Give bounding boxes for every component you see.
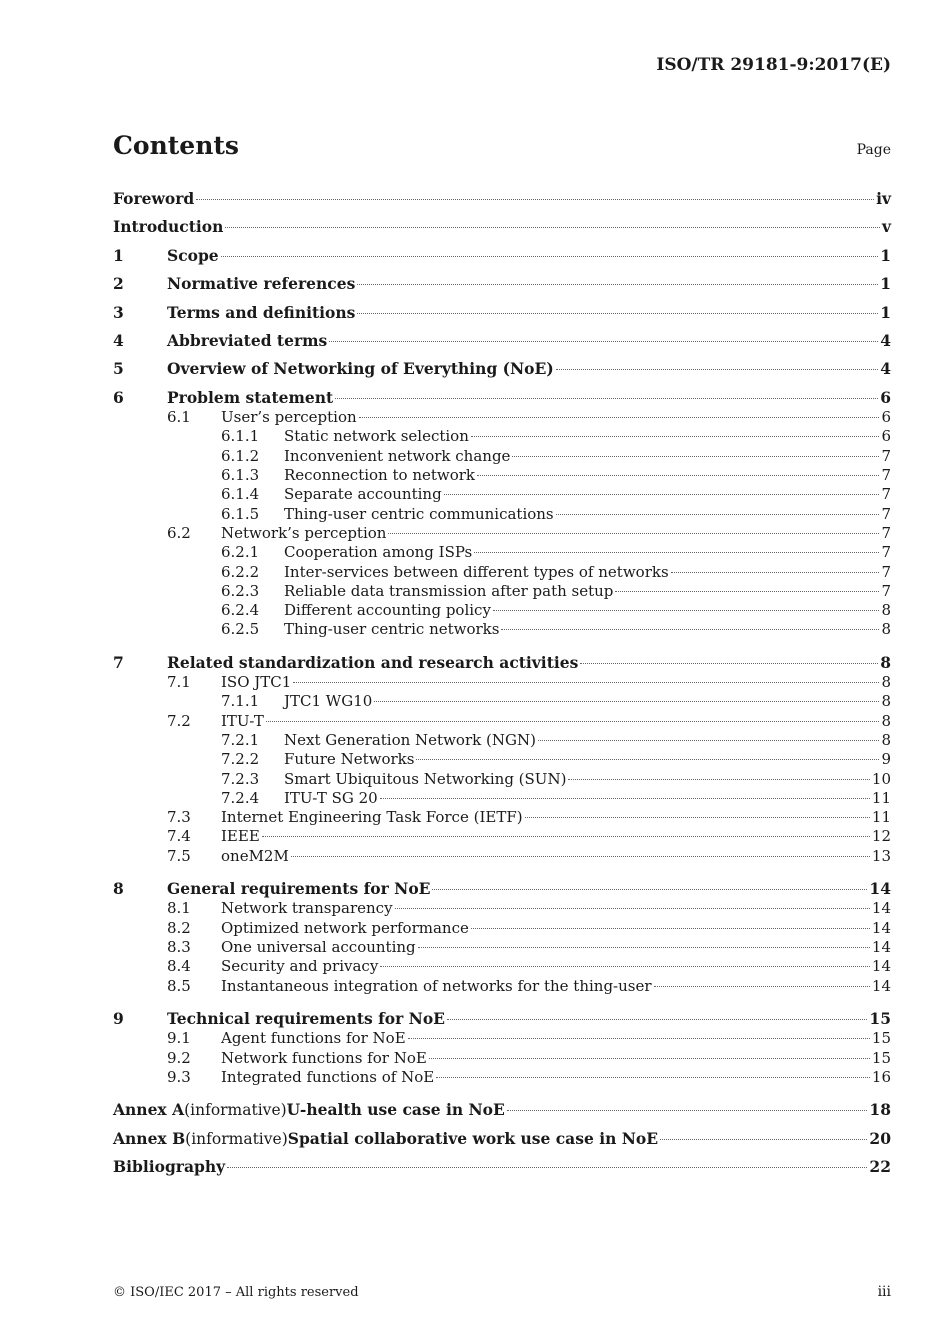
toc-entry-page: 8 [881,730,891,749]
toc-entry[interactable] [113,808,891,827]
toc-entry-page: 15 [871,1029,891,1048]
dot-leader [501,629,879,630]
toc-entry-title: Reconnection to network [284,466,476,485]
toc-entry-title: Problem statement [167,387,334,407]
toc-entry-title: Scope [167,245,219,265]
dot-leader [436,1077,870,1078]
toc-entry-title: Static network selection [284,427,469,446]
toc-entry-annex-label: Annex B [113,1128,186,1148]
toc-entry[interactable] [113,355,891,383]
dot-leader [266,721,880,722]
toc-entry-title: Technical requirements for NoE [167,1008,446,1028]
toc-entry-page: 14 [869,879,891,899]
toc-entry-page: 18 [869,1100,891,1120]
dot-leader [357,313,878,314]
toc-entry-number: 6.1.5 [221,504,260,523]
dot-leader [380,798,870,799]
toc-entry-page: 4 [880,330,891,350]
toc-entry-page: 8 [881,620,891,639]
toc-entry[interactable] [113,938,891,957]
dot-leader [493,610,880,611]
toc-entry-number: 6.1.3 [221,466,260,485]
toc-entry-page: 7 [881,446,891,465]
toc-entry[interactable] [113,789,891,808]
toc-entry-title: Thing-user centric communications [284,504,554,523]
toc-entry-number: 2 [113,274,124,294]
toc-entry-page: 12 [871,827,891,846]
toc-entry[interactable] [113,750,891,769]
toc-entry-title: One universal accounting [221,938,416,957]
toc-entry-annex-type: (informative) [184,1101,287,1120]
dot-leader [512,456,879,457]
toc-entry[interactable] [113,327,891,355]
toc-entry-number: 1 [113,245,124,265]
toc-entry-number: 6.2.2 [221,562,260,581]
dot-leader [388,533,879,534]
toc-entry-title: JTC1 WG10 [284,692,373,711]
toc-entry-number: 7.2.3 [221,769,260,788]
dot-leader [660,1139,867,1140]
toc-entry[interactable] [113,731,891,750]
toc-entry-number: 7.4 [167,827,191,846]
dot-leader [262,836,870,837]
toc-entry-title: IEEE [221,827,260,846]
toc-entry-page: 22 [869,1156,891,1176]
toc-entry-number: 8.3 [167,938,191,957]
dot-leader [580,663,878,664]
toc-entry-number: 6.2.4 [221,601,260,620]
toc-entry-page: 4 [880,359,891,379]
toc-entry-page: 6 [881,408,891,427]
toc-entry-page: 8 [881,673,891,692]
toc-entry-number: 8.1 [167,899,191,918]
toc-entry[interactable] [113,485,891,504]
toc-entry[interactable] [113,957,891,976]
toc-entry-page: 14 [871,899,891,918]
dot-leader [507,1110,868,1111]
toc-entry-title: Internet Engineering Task Force (IETF) [221,808,523,827]
toc-entry-number: 9.2 [167,1048,191,1067]
toc-entry[interactable] [113,1068,891,1087]
dot-leader [335,398,878,399]
dot-leader [671,572,880,573]
dot-leader [293,682,879,683]
toc-entry-number: 8.5 [167,976,191,995]
toc-entry-number: 8 [113,879,124,899]
toc-entry-number: 8.4 [167,957,191,976]
toc-entry-number: 7.3 [167,808,191,827]
toc-entry[interactable] [113,1049,891,1068]
dot-leader [654,986,870,987]
dot-leader [227,1167,867,1168]
dot-leader [444,494,880,495]
dot-leader [408,1038,870,1039]
dot-leader [538,740,880,741]
toc-entry-number: 5 [113,359,124,379]
toc-entry-page: 7 [881,543,891,562]
toc-entry-title: oneM2M [221,846,289,865]
toc-entry-title: Thing-user centric networks [284,620,500,639]
toc-entry[interactable] [113,712,891,731]
toc-entry-title: Abbreviated terms [167,330,328,350]
toc-entry-page: 9 [881,750,891,769]
dot-leader [357,284,878,285]
dot-leader [471,928,870,929]
dot-leader [556,514,880,515]
page-number: iii [877,1284,891,1300]
toc-entry-page: 8 [881,601,891,620]
toc-entry-page: 14 [871,957,891,976]
toc-entry-number: 6.2.3 [221,581,260,600]
toc-entry[interactable] [113,505,891,524]
toc-entry-title: Reliable data transmission after path setup [284,581,614,600]
toc-entry-title: ISO JTC1 [221,673,292,692]
toc-entry-number: 7.1 [167,673,191,692]
toc-entry[interactable] [113,770,891,789]
toc-entry-page: 7 [881,562,891,581]
toc-entry[interactable] [113,299,891,327]
toc-entry[interactable] [113,543,891,562]
toc-entry-title: User’s perception [221,408,357,427]
dot-leader [359,417,880,418]
toc-entry-page: 7 [881,466,891,485]
toc-entry-page: 14 [871,976,891,995]
dot-leader [568,779,869,780]
toc-entry-page: 7 [881,485,891,504]
dot-leader [395,908,870,909]
dot-leader [525,817,870,818]
toc-entry-page: 1 [880,302,891,322]
toc-entry-title: Network’s perception [221,523,387,542]
toc-entry-page: 20 [869,1128,891,1148]
toc-entry[interactable] [113,620,891,639]
dot-leader [432,889,867,890]
dot-leader [416,759,879,760]
toc-entry-page: v [881,217,891,237]
toc-entry-number: 7.2.1 [221,730,260,749]
toc-entry[interactable] [113,582,891,601]
toc-entry-title: Spatial collaborative work use case in NoE [287,1128,659,1148]
toc-entry[interactable] [113,408,891,427]
toc-entry-annex-label: Annex A [113,1100,185,1120]
toc-entry-page: 8 [881,692,891,711]
toc-entry-page: 6 [880,387,891,407]
toc-entry-number: 6.2 [167,523,191,542]
dot-leader [329,341,878,342]
toc-entry-title: Inconvenient network change [284,446,511,465]
dot-leader [196,199,874,200]
document-id: ISO/TR 29181-9:2017(E) [656,55,891,75]
toc-entry[interactable] [113,213,891,241]
toc-entry[interactable] [113,1029,891,1048]
toc-entry-title: Terms and definitions [167,302,356,322]
toc-entry[interactable] [113,977,891,996]
toc-entry-page: 7 [881,581,891,600]
toc-entry-title: Instantaneous integration of networks for the thing-user [221,976,652,995]
toc-entry-title: Agent functions for NoE [221,1029,406,1048]
toc-entry[interactable] [113,242,891,270]
toc-entry-page: 11 [871,808,891,827]
toc-entry-page: iv [876,189,891,208]
toc-entry-number: 8.2 [167,918,191,937]
toc-entry-title: Future Networks [284,750,415,769]
toc-entry-title: U-health use case in NoE [286,1100,505,1120]
toc-entry-number: 6.1.1 [221,427,260,446]
toc-entry[interactable] [113,847,891,866]
dot-leader [291,856,870,857]
toc-entry-number: 3 [113,302,124,322]
toc-entry-title: Network functions for NoE [221,1048,427,1067]
toc-entry-title: Inter-services between different types of networks [284,562,669,581]
toc-entry-page: 8 [881,711,891,730]
toc-entry[interactable] [113,692,891,711]
dot-leader [477,475,879,476]
toc-entry-number: 6.1.2 [221,446,260,465]
toc-entry-number: 6.2.5 [221,620,260,639]
toc-entry[interactable] [113,1096,891,1124]
toc-entry-title: Different accounting policy [284,601,491,620]
toc-entry-annex-type: (informative) [185,1129,288,1148]
toc-entry-title: Next Generation Network (NGN) [284,730,536,749]
toc-entry-number: 7.2.4 [221,788,260,807]
toc-entry-title: Cooperation among ISPs [284,543,473,562]
toc-entry-number: 6.2.1 [221,543,260,562]
toc-entry-number: 6 [113,387,124,407]
toc-entry[interactable] [113,563,891,582]
toc-entry-title: Related standardization and research activities [167,652,579,672]
toc-entry-title: Introduction [113,217,224,237]
toc-entry[interactable] [113,185,891,213]
toc-entry-page: 7 [881,523,891,542]
dot-leader [418,947,870,948]
toc-entry[interactable] [113,601,891,620]
toc-entry-number: 7 [113,652,124,672]
toc-entry[interactable] [113,427,891,446]
toc-entry-page: 7 [881,504,891,523]
dot-leader [471,436,880,437]
toc-entry-number: 4 [113,330,124,350]
toc-entry-number: 7.2.2 [221,750,260,769]
toc-entry-page: 1 [880,245,891,265]
toc-entry[interactable] [113,1125,891,1153]
toc-entry-title: Overview of Networking of Everything (NoE) [167,359,554,379]
toc-entry[interactable] [113,899,891,918]
dot-leader [447,1019,867,1020]
toc-entry-page: 8 [880,652,891,672]
toc-entry-title: Smart Ubiquitous Networking (SUN) [284,769,567,788]
toc-entry-title: Optimized network performance [221,918,469,937]
dot-leader [556,369,879,370]
toc-entry-page: 6 [881,427,891,446]
toc-entry-number: 9 [113,1008,124,1028]
toc-entry-page: 1 [880,274,891,294]
toc-entry-page: 14 [871,938,891,957]
toc-entry[interactable] [113,447,891,466]
dot-leader [225,227,880,228]
toc-entry-title: ITU-T SG 20 [284,788,378,807]
dot-leader [221,256,879,257]
toc-entry[interactable] [113,524,891,543]
toc-entry-number: 6.1 [167,408,191,427]
toc-entry-title: Foreword [113,189,195,208]
toc-entry-title: ITU-T [221,711,264,730]
table-of-contents [113,185,891,1181]
toc-entry[interactable] [113,919,891,938]
toc-entry-page: 11 [871,788,891,807]
toc-entry-title: Bibliography [113,1156,226,1176]
toc-entry-page: 16 [871,1067,891,1086]
dot-leader [429,1058,870,1059]
dot-leader [380,966,870,967]
toc-entry-page: 15 [871,1048,891,1067]
toc-entry-page: 13 [871,846,891,865]
toc-entry-page: 10 [871,769,891,788]
copyright-notice: © ISO/IEC 2017 – All rights reserved [113,1285,359,1300]
toc-entry-number: 7.5 [167,846,191,865]
dot-leader [374,701,879,702]
toc-entry-number: 6.1.4 [221,485,260,504]
toc-entry[interactable] [113,270,891,298]
toc-entry-number: 9.3 [167,1067,191,1086]
toc-entry-title: Normative references [167,274,356,294]
toc-entry-page: 14 [871,918,891,937]
toc-entry[interactable] [113,466,891,485]
toc-entry[interactable] [113,1153,891,1181]
toc-entry-page: 15 [869,1008,891,1028]
toc-entry-number: 7.1.1 [221,692,260,711]
dot-leader [615,591,879,592]
toc-entry-title: Integrated functions of NoE [221,1067,435,1086]
toc-entry-title: Network transparency [221,899,393,918]
toc-entry[interactable] [113,827,891,846]
toc-entry-number: 7.2 [167,711,191,730]
dot-leader [474,552,879,553]
toc-entry-number: 9.1 [167,1029,191,1048]
toc-entry-title: Security and privacy [221,957,379,976]
toc-entry-title: Separate accounting [284,485,442,504]
toc-entry-title: General requirements for NoE [167,879,431,899]
page-column-label: Page [856,142,891,158]
contents-heading: Contents [113,131,240,160]
